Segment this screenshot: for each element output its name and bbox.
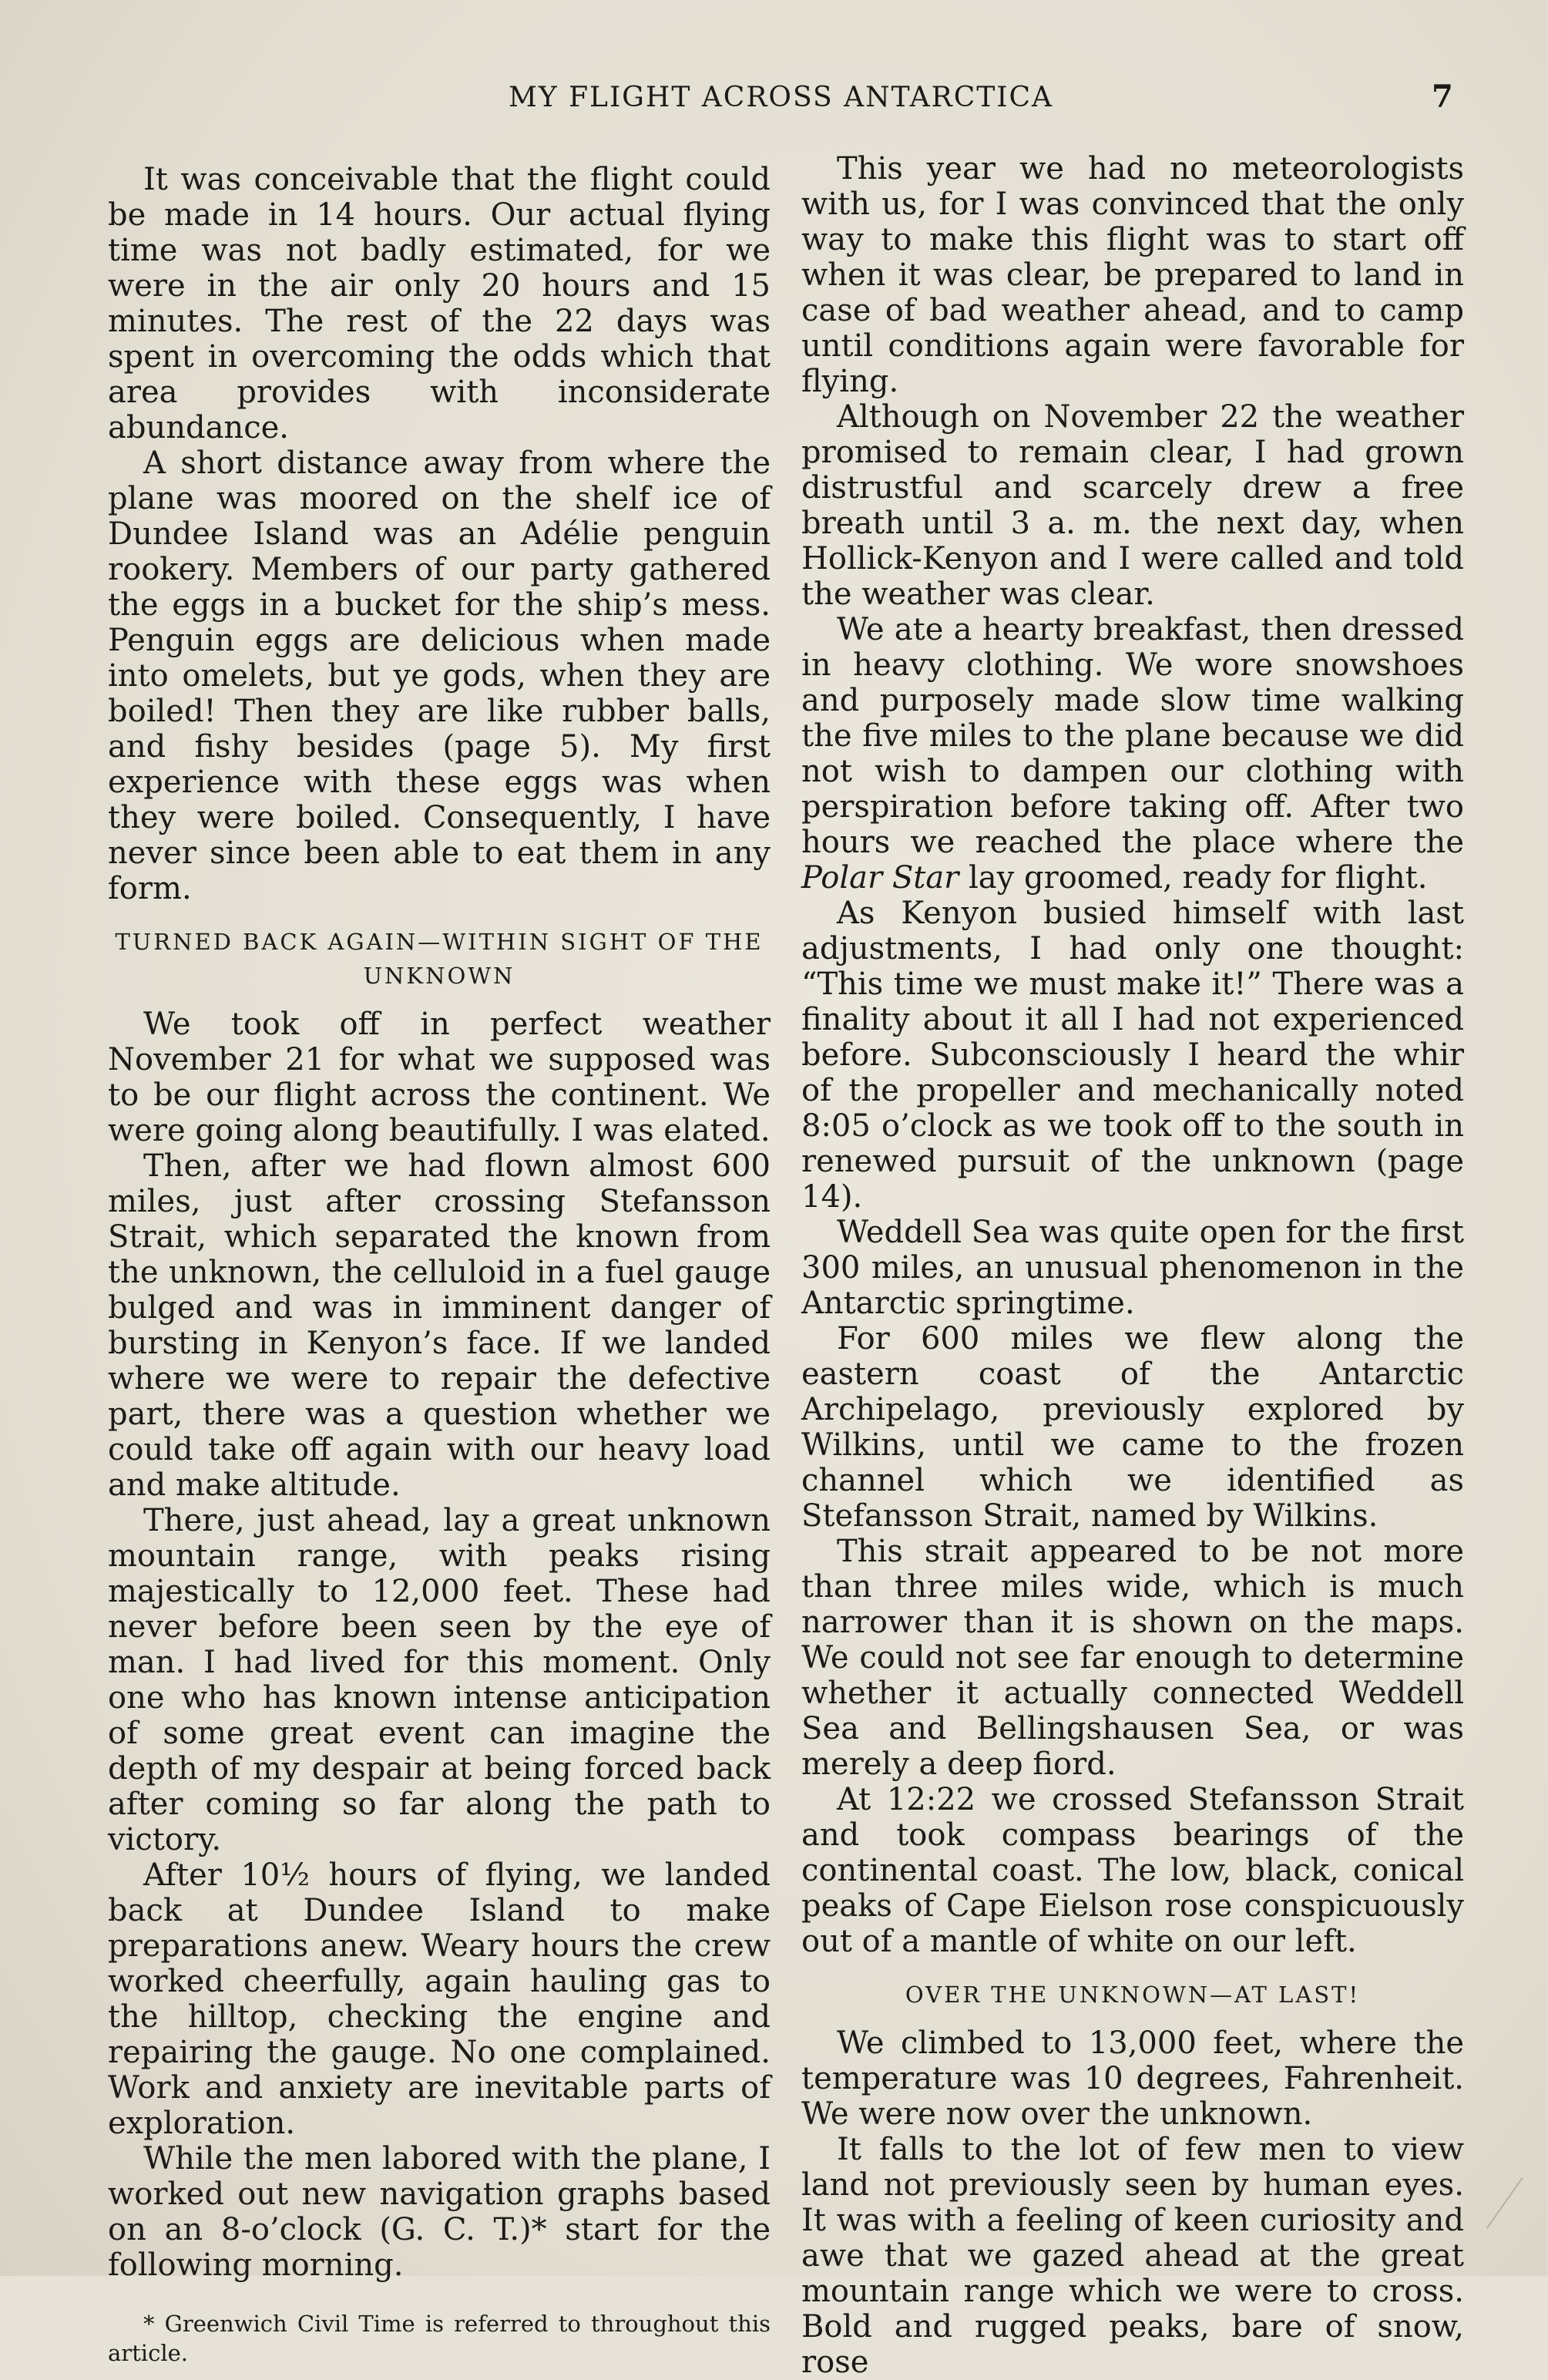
paragraph: We climbed to 13,000 feet, where the temperature was 10 degrees, Fahrenheit. We were now over the unknown. <box>801 2025 1464 2132</box>
paragraph: It falls to the lot of few men to view land not previously seen by human eyes. It was with a feeling of keen curiosity and awe that we gazed ahead at the great mountain range which we were to cross. Bold and rugged peaks, bare of snow, rose <box>801 2132 1464 2380</box>
paragraph: Weddell Sea was quite open for the first 300 miles, an unusual phenomenon in the Antarctic springtime. <box>801 1215 1464 1321</box>
paragraph: Although on November 22 the weather promised to remain clear, I had grown distrustful and scarcely drew a free breath until 3 a. m. the next day, when Hollick-Kenyon and I were called and told the weather was clear. <box>801 399 1464 612</box>
section-heading: OVER THE UNKNOWN—AT LAST! <box>905 1982 1361 2008</box>
paragraph <box>801 612 1464 896</box>
footnote: * Greenwich Civil Time is referred to throughout this article. <box>108 2311 771 2366</box>
paragraph: This year we had no meteorologists with us, for I was convinced that the only way to make this flight was to start off when it was clear, be prepared to land in case of bad weather ahead, and to camp until conditions again were favorable for flying. <box>801 151 1464 399</box>
paragraph-text: We ate a hearty breakfast, then dressed in heavy clothing. We wore snowshoes and purposely made slow time walking the five miles to the plane because we did not wish to dampen our clothing with perspiration before taking off. After two hours we reached the place where the <box>801 612 1464 860</box>
paragraph: While the men labored with the plane, I worked out new navigation graphs based on an 8-o’clock (G. C. T.)* start for the following morning. <box>108 2141 771 2283</box>
page-number: 7 <box>1432 79 1453 115</box>
paragraph: After 10½ hours of flying, we landed back at Dundee Island to make preparations anew. Weary hours the crew worked cheerfully, again hauling gas to the hilltop, checking the engine and repairing the gauge. No one complained. Work and anxiety are inevitable parts of exploration. <box>108 1857 771 2141</box>
paragraph: Then, after we had flown almost 600 miles, just after crossing Stefansson Strait, which separated the known from the unknown, the celluloid in a fuel gauge bulged and was in imminent danger of bursting in Kenyon’s face. If we landed where we were to repair the defective part, there was a question whether we could take off again with our heavy load and make altitude. <box>108 1148 771 1503</box>
section-heading: TURNED BACK AGAIN—WITHIN SIGHT OF THE UNKNOWN <box>115 929 764 989</box>
paragraph: As Kenyon busied himself with last adjustments, I had only one thought: “This time we must make it!” There was a finality about it all I had not experienced before. Subconsciously I heard the whir of the propeller and mechanically noted 8:05 o’clock as we took off to the south in renewed pursuit of the unknown (page 14). <box>801 896 1464 1215</box>
page-header <box>0 79 1547 128</box>
paragraph: It was conceivable that the flight could be made in 14 hours. Our actual flying time was not badly estimated, for we were in the air only 20 hours and 15 minutes. The rest of the 22 days was spent in overcoming the odds which that area provides with inconsiderate abundance. <box>108 162 771 445</box>
running-title: MY FLIGHT ACROSS ANTARCTICA <box>509 82 1054 113</box>
paragraph: A short distance away from where the plane was moored on the shelf ice of Dundee Island was an Adélie penguin rookery. Members of our party gathered the eggs in a bucket for the ship’s mess. Penguin eggs are delicious when made into omelets, but ye gods, when they are boiled! Then they are like rubber balls, and fishy besides (page 5). My first experience with these eggs was when they were boiled. Consequently, I have never since been able to eat them in any form. <box>108 445 771 906</box>
right-column <box>801 151 1464 2380</box>
paragraph: There, just ahead, lay a great unknown mountain range, with peaks rising majestically to 12,000 feet. These had never before been seen by the eye of man. I had lived for this moment. Only one who has known intense anticipation of some great event can imagine the depth of my despair at being forced back after coming so far along the path to victory. <box>108 1503 771 1857</box>
paragraph: At 12:22 we crossed Stefansson Strait and took compass bearings of the continental coast. The low, black, conical peaks of Cape Eielson rose conspicuously out of a mantle of white on our left. <box>801 1782 1464 1959</box>
paper-crease <box>1486 2177 1548 2247</box>
paragraph: For 600 miles we flew along the eastern coast of the Antarctic Archipelago, previously explored by Wilkins, until we came to the frozen channel which we identified as Stefansson Strait, named by Wilkins. <box>801 1321 1464 1534</box>
paragraph: This strait appeared to be not more than three miles wide, which is much narrower than it is shown on the maps. We could not see far enough to determine whether it actually connected Weddell Sea and Bellingshausen Sea, or was merely a deep fiord. <box>801 1534 1464 1782</box>
left-column <box>108 162 771 2368</box>
paragraph-text: lay groomed, ready for flight. <box>959 860 1428 896</box>
paragraph: We took off in perfect weather November 21 for what we supposed was to be our flight across the continent. We were going along beautifully. I was elated. <box>108 1007 771 1148</box>
ship-name: Polar Star <box>801 860 959 896</box>
